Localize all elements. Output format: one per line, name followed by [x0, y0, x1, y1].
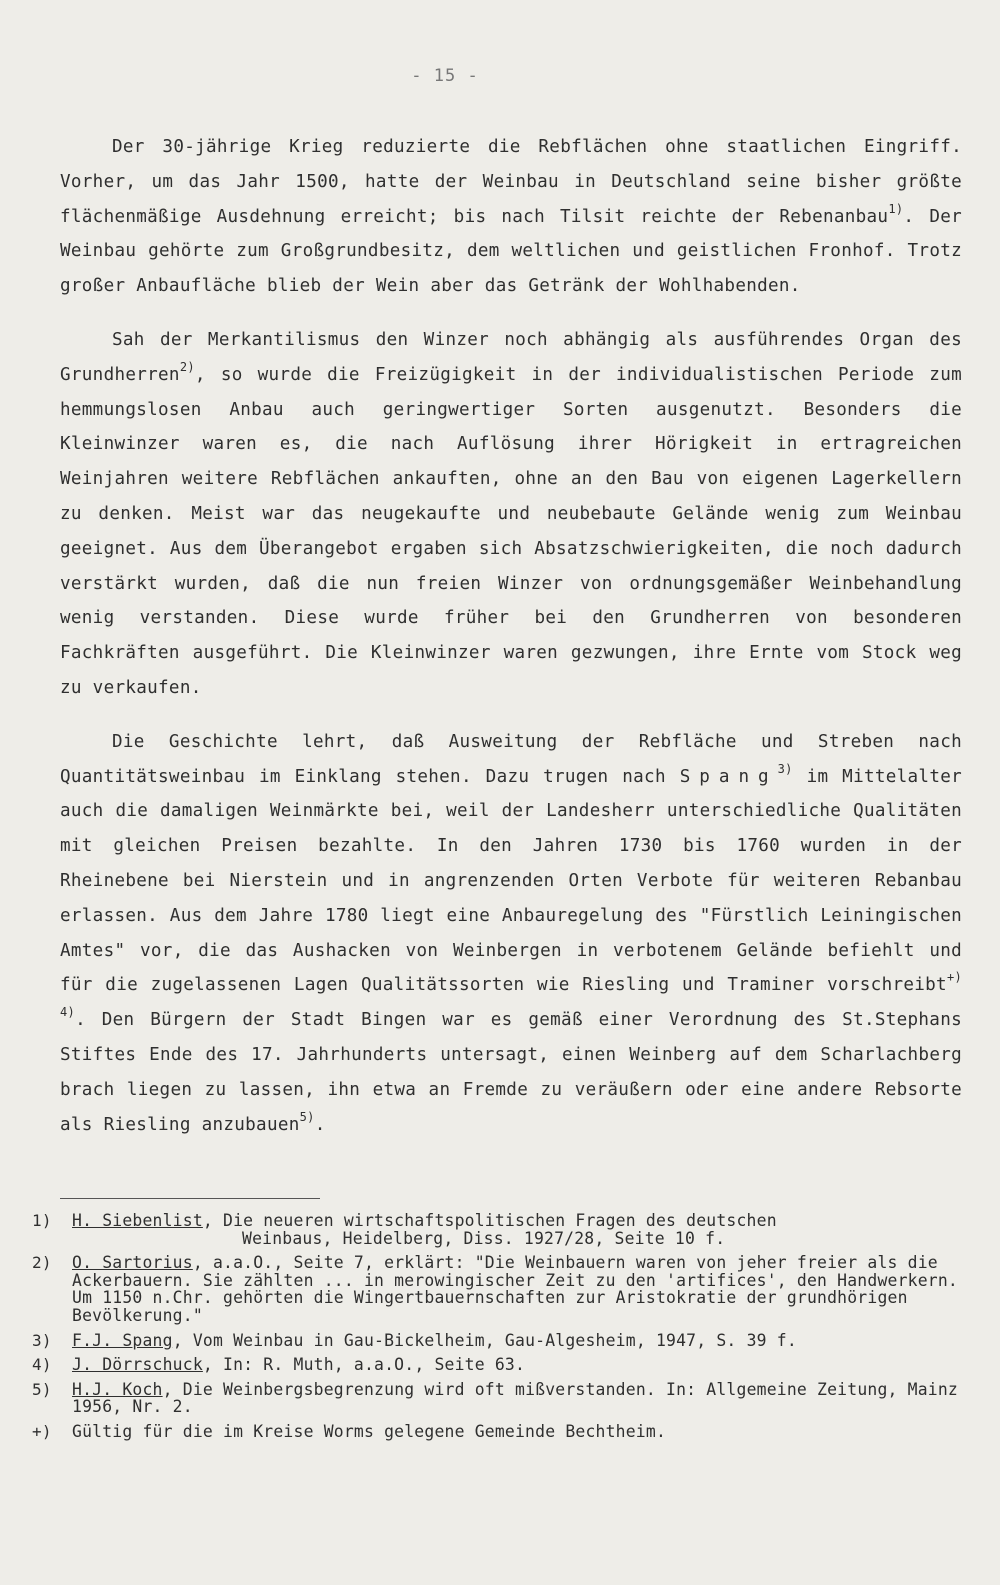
footnote-mark: 1) [32, 1211, 52, 1230]
footnote-author: F.J. Spang [72, 1330, 173, 1350]
paragraph-text: Sah der Merkantilismus den Winzer noch abhängig als ausführendes Organ des Grundherren [60, 329, 962, 385]
footnote-mark: 3) [32, 1330, 52, 1350]
footnote-text [72, 1332, 972, 1350]
footnote-body: , Vom Weinbau in Gau-Bickelheim, Gau-Algesheim, 1947, S. 39 f. [172, 1330, 797, 1350]
footnote-mark: 4) [32, 1355, 52, 1375]
footnotes [32, 1212, 972, 1448]
footnote-mark: +) [32, 1421, 52, 1441]
footnote-author: J. Dörrschuck [72, 1355, 203, 1375]
page-number: - 15 - [411, 66, 479, 86]
spaced-author-name: Spang [679, 766, 778, 787]
footnote-ref: 3) [777, 761, 793, 776]
footnote-ref: 1) [888, 201, 904, 216]
footnote-author: H. Siebenlist [72, 1211, 203, 1230]
footnote-body: , In: R. Muth, a.a.O., Seite 63. [202, 1355, 526, 1375]
footnote-ref: 5) [299, 1109, 315, 1124]
footnote-body: , Die Weinbergsbegrenzung wird oft mißverstanden. In: Allgemeine Zeitung, Mainz 1956, Nr. 2. [72, 1379, 958, 1417]
paragraph-2 [60, 323, 962, 706]
footnote-body: , Die neueren wirtschaftspolitischen Fragen des deutschen [202, 1211, 777, 1230]
paragraph-text: Der 30-jährige Krieg reduzierte die Rebflächen ohne staatlichen Eingriff. Vorher, um das Jahr 1500, hatte der Weinbau in Deutschland seine bisher größte flächenmäßige Ausdehnung erreicht; bis nach Tilsit reichte der Rebenanbau [60, 137, 962, 227]
body-text [60, 130, 962, 1142]
footnote-author: H.J. Koch [72, 1379, 163, 1399]
footnote-continuation: Weinbaus, Heidelberg, Diss. 1927/28, Seite 10 f. [242, 1228, 726, 1248]
footnote-3 [32, 1332, 972, 1350]
footnote-4 [32, 1356, 972, 1374]
footnote-mark: 2) [32, 1253, 52, 1273]
footnote-5 [32, 1381, 972, 1416]
footnote-1 [32, 1212, 972, 1247]
footnote-text [72, 1356, 972, 1374]
paragraph-3 [60, 725, 962, 1143]
footnote-text [72, 1381, 972, 1416]
paragraph-text: Die Geschichte lehrt, daß Ausweitung der Rebfläche und Streben nach Quantitätsweinbau im Einklang stehen. Dazu trugen nach [60, 731, 962, 787]
paragraph-text: . Der Weinbau gehörte zum Großgrundbesitz, dem weltlichen und geistlichen Fronhof. Trotz großer Anbaufläche blieb der Wein aber das Getränk der Wohlhabenden. [60, 206, 962, 297]
footnote-body: , a.a.O., Seite 7, erklärt: "Die Weinbauern waren von jeher freier als die Ackerbauern. Sie zählten ... in merowingischer Zeit zu den 'artifices', den Handwerkern. Um 1150 n.Chr. gehörten die Wingertbauernschaften zur Aristokratie der grundhörigen Bevölkerung." [72, 1253, 958, 1325]
paragraph-1 [60, 130, 962, 304]
footnote-text [72, 1212, 972, 1247]
paragraph-text: . [314, 1114, 326, 1135]
paragraph-text: , so wurde die Freizügigkeit in der individualistischen Periode zum hemmungslosen Anbau auch geringwertiger Sorten ausgenutzt. Besonders die Kleinwinzer waren es, die nach Auflösung ihrer Hörigkeit in ertragreichen Weinjahren weitere Rebflächen ankauften, ohne an den Bau von eigenen Lagerkellern zu denken. Meist war das neugekaufte und neubebaute Gelände wenig zum Weinbau geeignet. Aus dem Überangebot ergaben sich Absatzschwierigkeiten, die noch dadurch verstärkt wurden, daß die nun freien Winzer von ordnungsgemäßer Weinbehandlung wenig verstanden. Diese wurde früher bei den Grundherren von besonderen Fachkräften ausgeführt. Die Kleinwinzer waren gezwungen, ihre Ernte vom Stock weg zu verkaufen. [60, 364, 962, 698]
footnote-ref: 2) [179, 359, 195, 374]
footnote-plus [32, 1423, 972, 1441]
footnote-ref: +) 4) [60, 970, 962, 1020]
footnote-text [72, 1254, 972, 1324]
footnote-author: O. Sartorius [72, 1253, 193, 1273]
paragraph-text: . Den Bürgern der Stadt Bingen war es gemäß einer Verordnung des St.Stephans Stiftes Ende des 17. Jahrhunderts untersagt, einen Weinberg auf dem Scharlachberg brach liegen zu lassen, ihn etwa an Fremde zu veräußern oder eine andere Rebsorte als Riesling anzubauen [60, 1010, 962, 1135]
footnote-divider [60, 1198, 320, 1199]
paragraph-text: im Mittelalter auch die damaligen Weinmärkte bei, weil der Landesherr unterschiedliche Qualitäten mit gleichen Preisen bezahlte. In den Jahren 1730 bis 1760 wurden in der Rheinebene bei Nierstein und in angrenzenden Orten Verbote für weiteren Rebanbau erlassen. Aus dem Jahre 1780 liegt eine Anbauregelung des "Fürstlich Leiningischen Amtes" vor, die das Aushacken von Weinbergen in verbotenem Gelände befiehlt und für die zugelassenen Lagen Qualitätssorten wie Riesling und Traminer vorschreibt [60, 766, 962, 996]
footnote-mark: 5) [32, 1379, 52, 1399]
footnote-body: Gültig für die im Kreise Worms gelegene Gemeinde Bechtheim. [72, 1421, 667, 1441]
footnote-text [72, 1423, 972, 1441]
footnote-2 [32, 1254, 972, 1324]
